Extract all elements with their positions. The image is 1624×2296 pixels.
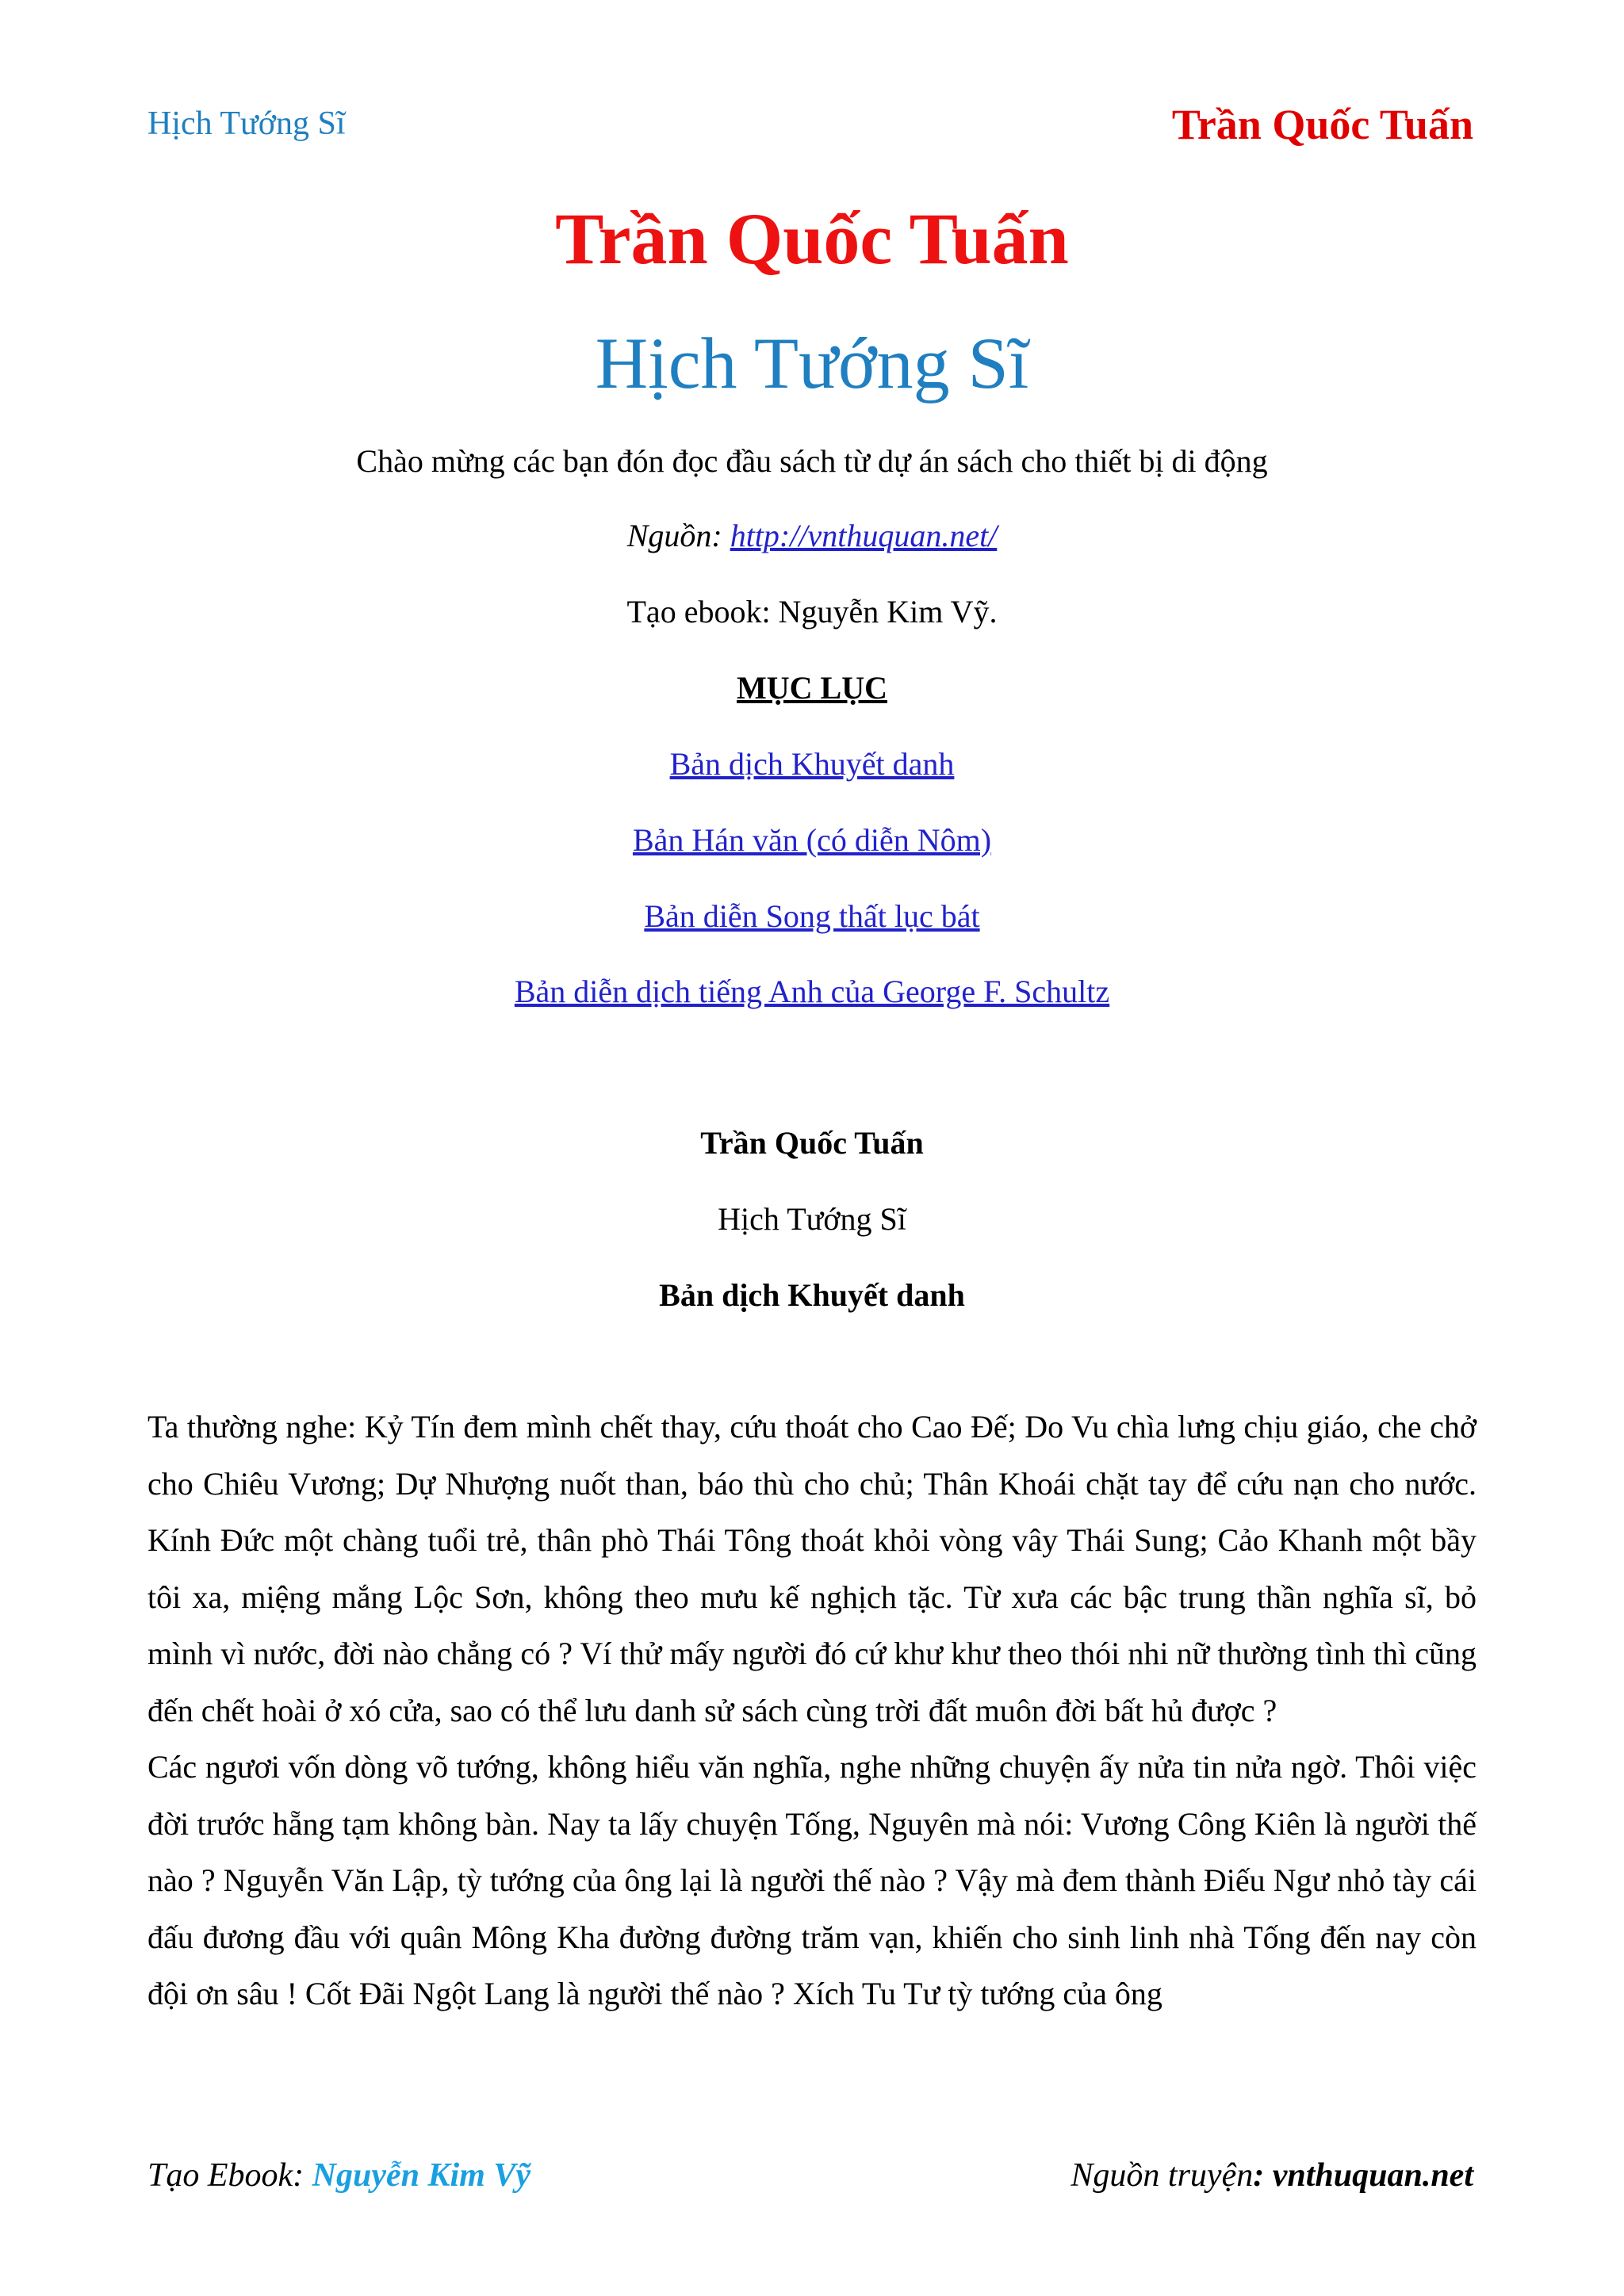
- footer-source-name: vnthuquan.net: [1272, 2157, 1473, 2194]
- source-link[interactable]: http://vnthuquan.net/: [730, 518, 998, 553]
- paragraph: Các ngươi vốn dòng võ tướng, không hiểu văn nghĩa, nghe những chuyện ấy nửa tin nửa ngờ. Thôi việc đời trước hẵng tạm không bàn. Nay ta lấy chuyện Tống, Nguyên mà nói: Vương Công Kiên là người thế nào ? Nguyễn Văn Lập, tỳ tướng của ông lại là người thế nào ? Vậy mà đem thành Điếu Ngư nhỏ tày cái đấu đương đầu với quân Mông Kha đường đường trăm vạn, khiến cho sinh linh nhà Tống đến nay còn đội ơn sâu ! Cốt Đãi Ngột Lang là người thế nào ? Xích Tu Tư tỳ tướng của ông: [147, 1749, 1477, 2011]
- book-author: Trần Quốc Tuấn: [555, 198, 1069, 279]
- source-label: Nguồn:: [626, 518, 722, 553]
- section-title: Hịch Tướng Sĩ: [718, 1201, 906, 1237]
- paragraph: Ta thường nghe: Kỷ Tín đem mình chết thay, cứu thoát cho Cao Đế; Do Vu chìa lưng chịu giáo, che chở cho Chiêu Vương; Dự Nhượng nuốt than, báo thù cho chủ; Thân Khoái chặt tay để cứu nạn cho nước. Kính Đức một chàng tuổi trẻ, thân phò Thái Tông thoát khỏi vòng vây Thái Sung; Cảo Khanh một bầy tôi xa, miệng mắng Lộc Sơn, không theo mưu kế nghịch tặc. Từ xưa các bậc trung thần nghĩa sĩ, bỏ mình vì nước, đời nào chẳng có ? Ví thử mấy người đó cứ khư khư theo thói nhi nữ thường tình thì cũng đến chết hoài ở xó cửa, sao có thể lưu danh sử sách cùng trời đất muôn đời bất hủ được ?: [147, 1409, 1477, 1728]
- welcome-line: Chào mừng các bạn đón đọc đầu sách từ dự án sách cho thiết bị di động: [356, 443, 1268, 479]
- creator-line: Tạo ebook: Nguyễn Kim Vỹ.: [626, 594, 998, 629]
- section-subtitle: Bản dịch Khuyết danh: [659, 1277, 965, 1313]
- footer-source-label: Nguồn truyện: [1071, 2157, 1254, 2194]
- book-title: Hịch Tướng Sĩ: [595, 323, 1029, 404]
- footer-creator-label: Tạo Ebook: [147, 2157, 293, 2194]
- source-line: [0, 517, 1624, 554]
- toc-heading: MỤC LỤC: [737, 670, 887, 706]
- section-author: Trần Quốc Tuấn: [700, 1125, 924, 1161]
- body-text: [147, 1399, 1477, 2022]
- toc-link-han-van[interactable]: Bản Hán văn (có diễn Nôm): [632, 822, 992, 858]
- running-header-title: Hịch Tướng Sĩ: [147, 105, 346, 142]
- toc-link-khuyet-danh[interactable]: Bản dịch Khuyết danh: [669, 746, 955, 782]
- footer-creator: Tạo Ebook: Nguyễn Kim Vỹ: [147, 2157, 530, 2194]
- footer-creator-name: Nguyễn Kim Vỹ: [312, 2157, 530, 2194]
- toc-link-song-that[interactable]: Bản diễn Song thất lục bát: [644, 898, 980, 934]
- toc-link-english[interactable]: Bản diễn dịch tiếng Anh của George F. Schultz: [514, 974, 1110, 1009]
- running-header-author: Trần Quốc Tuấn: [1171, 101, 1473, 148]
- footer-source: Nguồn truyện: vnthuquan.net: [1071, 2157, 1473, 2194]
